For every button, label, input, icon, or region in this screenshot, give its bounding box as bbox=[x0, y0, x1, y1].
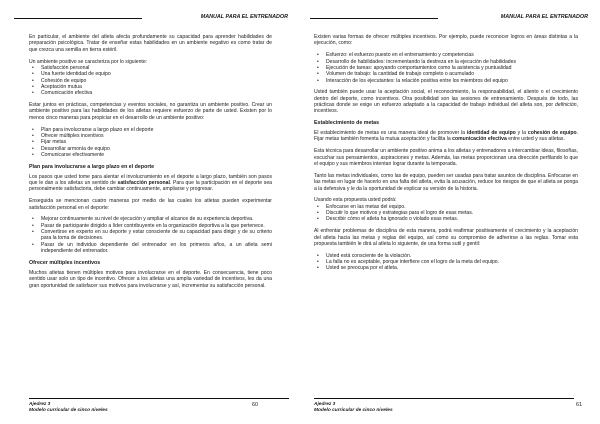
paragraph: En particular, el ambiente del atleta afecta profundamente su capacidad para aprender habilidades de preparación psicológica. Tratar de enseñar estas habilidades en un ambiente negativo es como tratar de que crezca una semilla en tierra estéril. bbox=[29, 34, 272, 53]
footer-line: Modelo curricular de cinco niveles bbox=[29, 408, 108, 413]
section-heading: Establecimiento de metas bbox=[314, 120, 380, 127]
paragraph: Enseguida se mencionan cuatro maneras por medio de las cuales los atletas pueden experimentar satisfacción personal en el deporte: bbox=[29, 198, 272, 211]
paragraph: Al enfrentar problemas de disciplina de esta manera, podrá reafirmar positivamente el crecimiento y la aceptación del atleta hacia las metas y reglas del equipo, así como su compromiso de adherirse a las reglas. Tomar esta propuesta también le dirá al atleta lo siguiente, de una forma sutil y gentil: bbox=[314, 228, 578, 247]
bold-term: identidad de equipo bbox=[466, 130, 516, 137]
footer-line: Modelo curricular de cinco niveles bbox=[314, 408, 393, 413]
list-item: • Mejorar continuamente su nivel de ejecución y ampliar el alcance de su experiencia deportiva. bbox=[41, 216, 272, 222]
paragraph: Muchos atletas tienen múltiples motivos para involucrarse en el deporte. En consecuencia, tiene poco sentido usar solo un tipo de incentivo. Ofrecer a los atletas una amplia variedad de incentivos, les da una gran oportunidad de satisfacer sus motivos para involucrarse y así, incrementar su satisfacción personal. bbox=[29, 269, 272, 289]
paragraph: Esta técnica para desarrollar un ambiente positivo anima a los atletas y entrenadores a intercambiar ideas, filosofías, escuchar sus pensamientos, aspiraciones y metas. Además, las metas proporcionan una dirección perfilando lo que el equipo y sus miembros intentan lograr durante la temporada. bbox=[314, 148, 578, 167]
text-run: El establecimiento de metas es una manera ideal de promover la bbox=[314, 130, 467, 137]
bullet-list bbox=[314, 52, 578, 84]
bullet-list bbox=[29, 216, 272, 254]
list-item: • Volumen de trabajo: la cantidad de trabajo completo o acumulado bbox=[326, 71, 578, 77]
list-item: • Comunicación efectiva bbox=[41, 90, 272, 96]
page-right bbox=[300, 0, 600, 424]
paragraph bbox=[314, 130, 578, 143]
paragraph: Existen varias formas de ofrecer múltiples incentivos. Por ejemplo, puede reconocer logros en áreas distintas a la ejecución, como: bbox=[314, 34, 578, 47]
footer-rule bbox=[29, 398, 289, 399]
paragraph bbox=[314, 89, 578, 114]
text-run: Usted también puede usar la aceptación social, el reconocimiento, la responsabilidad, el aliento o el crecimiento dentro del deporte, como incentivos. Otra posibilidad son las sesiones de entrenamiento. Después de todo, las prácticas donde se exige un esfuerzo adaptado a la capacidad de trabajo individual del atleta son, por bbox=[314, 89, 578, 109]
list-item: • Discutir lo que motivos y estrategias para el logro de esas metas. bbox=[326, 210, 578, 216]
page-number: 61 bbox=[576, 402, 582, 408]
footer-line: Ajedrez 3 bbox=[29, 402, 51, 407]
paragraph: Estar juntos en prácticas, competencias y eventos sociales, no garantiza un ambiente positivo. Crear un ambiente positivo para las habilidades de los atletas requiere esfuerzo de parte de usted. Existen por lo menos cinco maneras para propiciar en el desarrollo de un ambiente positivo: bbox=[29, 102, 272, 121]
list-item: • Cohesión de equipo bbox=[41, 78, 272, 84]
text-run: . Fijar metas también fomenta la mutua aceptación y facilita la bbox=[314, 130, 578, 143]
header-rule bbox=[14, 18, 142, 19]
list-item: • Plan para involucrarse a largo plazo en el deporte bbox=[41, 127, 272, 133]
header-title: MANUAL PARA EL ENTRENADOR bbox=[500, 14, 588, 20]
text-run: . Para que la participación en el deporte sea personalmente satisfactoria, debe cambiar continuamente, ampliarse y progresar. bbox=[29, 180, 272, 193]
list-item: • Desarrollar armonía de equipo bbox=[41, 146, 272, 152]
section-heading: Ofrecer múltiples incentivos bbox=[29, 259, 101, 266]
page-body bbox=[314, 34, 578, 277]
list-item: • Ofrecer múltiples incentivos bbox=[41, 133, 272, 139]
bullet-list bbox=[314, 253, 578, 272]
list-item: • Desarrollo de habilidades: incrementando la destreza en la ejecución de habilidades bbox=[326, 59, 578, 65]
page-footer bbox=[314, 398, 574, 414]
text-run: entre usted y sus atletas. bbox=[506, 136, 565, 143]
list-item: • Esfuerzo: el esfuerzo puesto en el entrenamiento y competencias bbox=[326, 52, 578, 58]
list-item: • La falla no es aceptable, porque interfiere con el logro de la meta del equipo. bbox=[326, 259, 578, 265]
list-item: • Interacción de los ejecutantes: la relación positiva entre los miembros del equipo bbox=[326, 78, 578, 84]
page-footer bbox=[29, 398, 289, 414]
list-item: • Satisfacción personal bbox=[41, 65, 272, 71]
bullet-list bbox=[314, 204, 578, 223]
list-item: • Describir cómo el atleta ha ignorado o violado esas metas. bbox=[326, 216, 578, 222]
list-item: • Comunicarse efectivamente bbox=[41, 152, 272, 158]
footer-rule bbox=[314, 398, 574, 399]
page-body bbox=[29, 34, 272, 294]
header-rule bbox=[310, 18, 438, 19]
page-header bbox=[14, 14, 288, 24]
list-item: • Aceptación mutua bbox=[41, 84, 272, 90]
footer-line: Ajedrez 3 bbox=[314, 402, 336, 407]
page-number: 60 bbox=[252, 402, 258, 408]
paragraph: Tanto las metas individuales, como las de equipo, pueden ser usadas para tratar asuntos de disciplina. Enfocarse en las metas en lugar de hacerlo en una falta del atleta, evita la acusación, reduce los riesgos de que el atleta se ponga a la defensiva y le da la oportunidad de explicar su versión de la historia. bbox=[314, 172, 578, 192]
paragraph bbox=[29, 174, 272, 193]
list-item: • Una fuerte identidad de equipo bbox=[41, 71, 272, 77]
bold-term: satisfacción personal bbox=[117, 180, 170, 187]
bold-term: comunicación efectiva bbox=[452, 136, 507, 143]
list-item: • Usted está consciente de la violación. bbox=[326, 253, 578, 259]
list-item: • Enfocarse en las metas del equipo. bbox=[326, 204, 578, 210]
text-run: y la bbox=[515, 130, 528, 137]
header-title: MANUAL PARA EL ENTRENADOR bbox=[200, 14, 288, 20]
bullet-list bbox=[29, 65, 272, 97]
list-item: • Pasar de participante dirigido a líder contribuyente en la organización deportiva a la que pertenece. bbox=[41, 223, 272, 229]
bold-term: cohesión de equipo bbox=[527, 130, 577, 137]
page-header bbox=[310, 14, 588, 24]
paragraph: Usando esta propuesta usted podrá: bbox=[314, 197, 397, 204]
bullet-list bbox=[29, 127, 272, 159]
section-heading: Plan para involucrarse a largo plazo en el deporte bbox=[29, 163, 155, 170]
list-item: • Pasar de un individuo dependiente del entrenador en los primeros años, a un atleta semi independiente del entrenador. bbox=[41, 242, 272, 255]
list-item: • Convertirse en experto en su deporte y estar consciente de su capacidad para dirigir y de su criterio para la toma de decisiones. bbox=[41, 229, 272, 242]
list-item: • Usted se preocupa por el atleta. bbox=[326, 265, 578, 271]
list-item: • Fijar metas bbox=[41, 139, 272, 145]
text-run: , incentivos. bbox=[314, 102, 578, 115]
list-item: • Ejecución de tareas: apoyando comportamientos como la asistencia y puntualidad bbox=[326, 65, 578, 71]
paragraph: Un ambiente positivo se caracteriza por lo siguiente: bbox=[29, 58, 148, 65]
text-run: Los pasos que usted tome para alentar el involucramiento en el deporte a largo plazo, también son pasos que le dan a los atletas un sentido de bbox=[29, 173, 272, 187]
italic-term: definición bbox=[555, 102, 577, 109]
